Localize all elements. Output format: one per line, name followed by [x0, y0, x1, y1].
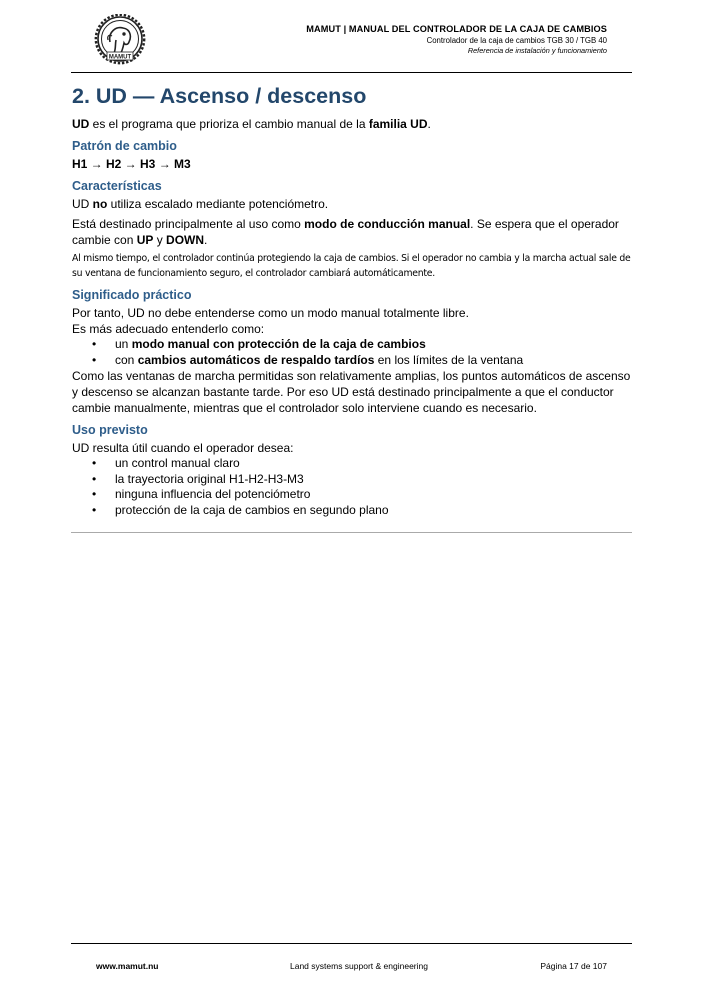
text-run: . Se espera que el operador cambie con	[72, 217, 619, 247]
section-heading: Significado práctico	[72, 288, 192, 302]
text-run: utiliza escalado mediante potenciómetro.	[107, 197, 329, 211]
list-item: • un control manual claro	[72, 456, 632, 472]
header-title: MAMUT | MANUAL DEL CONTROLADOR DE LA CAJA DE CAMBIOS	[306, 24, 607, 34]
footer-rule	[71, 943, 632, 944]
bold-run: modo manual con protección de la caja de cambios	[131, 337, 426, 351]
section-rule	[71, 532, 632, 533]
main-content	[72, 83, 632, 518]
bold-run: modo de conducción manual	[304, 217, 471, 231]
section-heading: Uso previsto	[72, 423, 148, 437]
page-header	[306, 24, 607, 56]
paragraph: Como las ventanas de marcha permitidas son relativamente amplias, los puntos automáticos de ascenso y descenso se alcanzan bastante tarde. Por eso UD está destinado principalmente a que el conductor cambie manualmente, mientras que el controlador solo interviene cuando es necesario.	[72, 369, 631, 415]
text-run: y	[153, 233, 167, 247]
shift-pattern	[72, 156, 632, 172]
bold-run: cambios automáticos de respaldo tardíos	[137, 352, 375, 367]
footer-tagline: Land systems support & engineering	[290, 961, 428, 971]
intro-bold: UD	[72, 117, 90, 131]
header-subsubtitle: Referencia de instalación y funcionamiento	[467, 46, 607, 56]
intro-text: .	[427, 117, 431, 131]
text-run: Está destinado principalmente al uso como	[72, 217, 305, 231]
footer-page-number: Página 17 de 107	[540, 961, 607, 971]
list-item	[72, 337, 632, 353]
intro-bold: familia UD	[368, 117, 428, 131]
intro-paragraph	[72, 116, 632, 132]
footer-website: www.mamut.nu	[96, 961, 159, 971]
text-run: con	[115, 352, 138, 367]
paragraph	[72, 216, 632, 248]
page-title: 2. UD — Ascenso / descenso	[72, 84, 367, 108]
list-item: • protección de la caja de cambios en segundo plano	[72, 503, 632, 519]
paragraph: UD resulta útil cuando el operador desea:	[72, 441, 294, 455]
bullet-list	[72, 456, 632, 518]
mamut-logo	[94, 14, 146, 66]
intro-text: es el programa que prioriza el cambio manual de la	[89, 117, 369, 131]
list-item: • ninguna influencia del potenciómetro	[72, 487, 632, 503]
text-run: en los límites de la ventana	[374, 352, 524, 367]
svg-text:MAMUT: MAMUT	[108, 54, 132, 61]
text-run: un	[115, 337, 132, 351]
shift-pattern-text: H1 → H2 → H3 → M3	[72, 157, 191, 171]
header-subtitle: Controlador de la caja de cambios TGB 30 / TGB 40	[426, 35, 607, 45]
text-run: UD	[72, 197, 93, 211]
list-item	[72, 353, 632, 369]
header-rule	[71, 72, 632, 73]
text-run: .	[204, 233, 208, 247]
section-heading: Características	[72, 179, 162, 193]
paragraph: Por tanto, UD no debe entenderse como un modo manual totalmente libre.	[72, 306, 469, 320]
bullet-list	[72, 337, 632, 368]
bold-run: no	[92, 197, 108, 211]
bold-run: DOWN	[166, 233, 205, 247]
list-item: • la trayectoria original H1-H2-H3-M3	[72, 472, 632, 488]
paragraph	[72, 196, 632, 212]
section-heading: Patrón de cambio	[72, 139, 177, 153]
bold-run: UP	[136, 233, 154, 247]
paragraph: Es más adecuado entenderlo como:	[72, 322, 265, 336]
small-paragraph: Al mismo tiempo, el controlador continúa protegiendo la caja de cambios. Si el operador no cambia y la marcha actual sale de su ventana de funcionamiento seguro, el controlador cambiará automáticamente.	[72, 253, 631, 279]
